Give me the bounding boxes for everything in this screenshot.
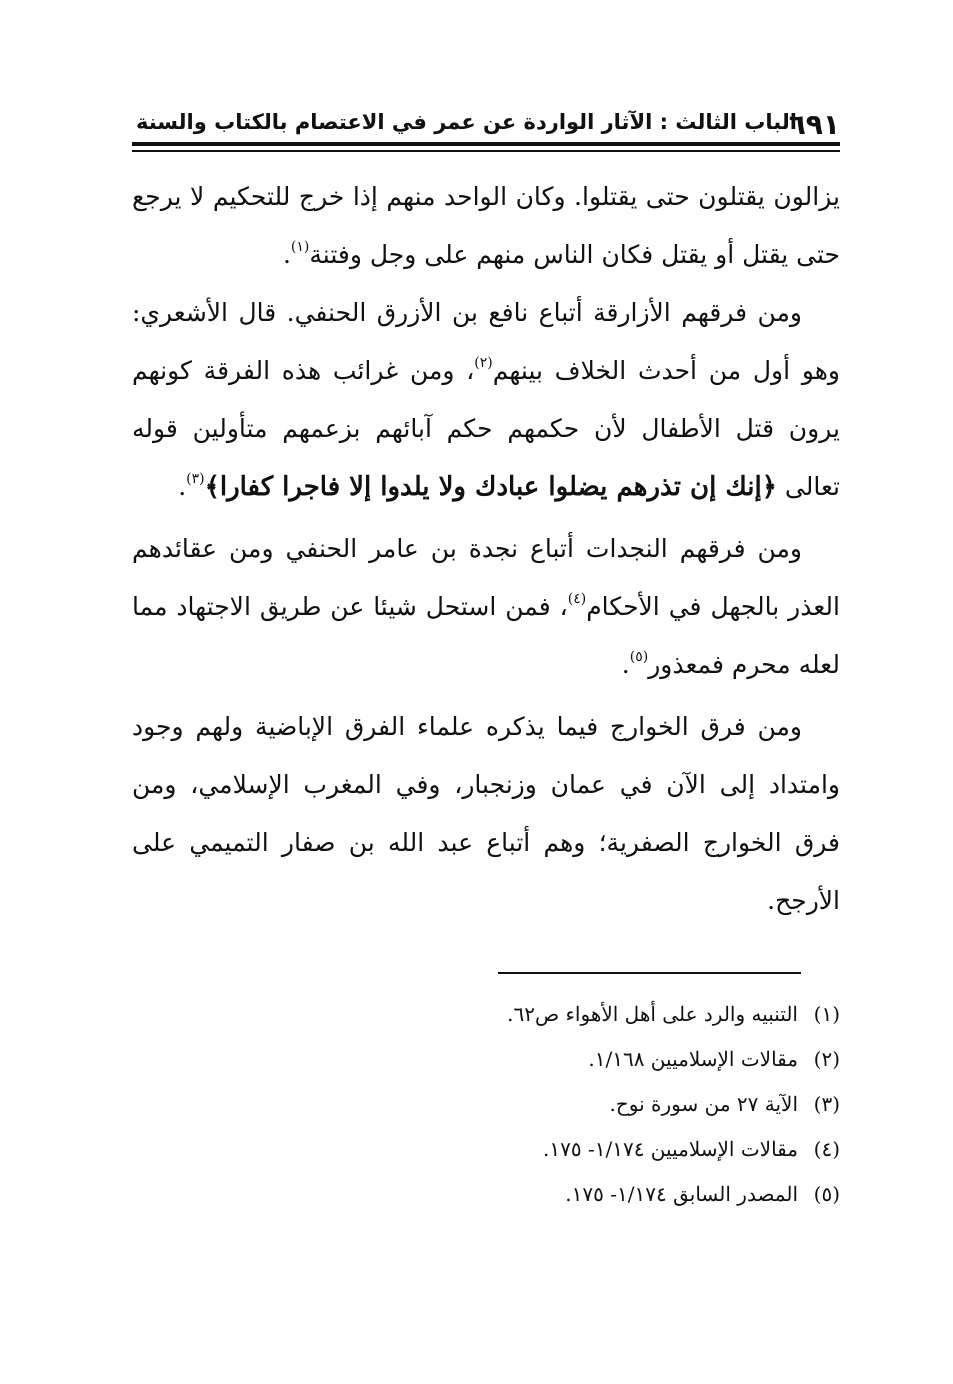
footnote-item (132, 1127, 840, 1172)
footnotes-list (132, 992, 840, 1217)
footnote-number: (٤) (813, 1137, 840, 1161)
paragraph-2-end: . (178, 472, 187, 501)
footnote-ref-3[interactable]: (٣) (186, 471, 205, 487)
footnote-text: مقالات الإسلاميين ١/١٧٤- ١٧٥. (543, 1137, 798, 1161)
paragraph-1 (132, 168, 840, 284)
footnote-ref-2[interactable]: (٢) (474, 355, 493, 371)
footnote-text: مقالات الإسلاميين ١/١٦٨. (588, 1047, 798, 1071)
page-header (132, 102, 840, 141)
footnote-text: الآية ٢٧ من سورة نوح. (609, 1092, 798, 1116)
paragraph-3-text-a: ومن فرقهم النجدات أتباع نجدة بن عامر الحنفي ومن عقائدهم العذر بالجهل في الأحكام (132, 534, 840, 621)
footnote-text: التنبيه والرد على أهل الأهواء ص٦٢. (507, 1002, 798, 1026)
main-text (132, 168, 840, 930)
footnote-item (132, 1082, 840, 1127)
paragraph-3 (132, 520, 840, 694)
footnote-item (132, 1172, 840, 1217)
paragraph-4-text: ومن فرق الخوارج فيما يذكره علماء الفرق الإباضية ولهم وجود وامتداد إلى الآن في عمان وزنجبار، وفي المغرب الإسلامي، ومن فرق الخوارج الصفرية؛ وهم أتباع عبد الله بن صفار التميمي على الأرجح. (132, 712, 840, 915)
footnote-ref-1[interactable]: (١) (290, 239, 310, 255)
paragraph-1-end: . (282, 240, 291, 269)
page-number: ٦٩١ (788, 108, 840, 141)
footnote-number: (٢) (813, 1047, 840, 1071)
paragraph-2-text-b: ، ومن غرائب هذه الفرقة كونهم يرون قتل الأطفال لأن حكمهم حكم آبائهم بزعمهم متأولين قوله تعالى (132, 356, 840, 501)
footnote-ref-5[interactable]: (٥) (629, 649, 649, 665)
footnote-number: (٥) (813, 1182, 840, 1206)
header-rule-thin (132, 150, 840, 152)
footnote-item (132, 992, 840, 1037)
paragraph-3-text-b: ، فمن استحل شيئا عن طريق الاجتهاد مما لعله محرم فمعذور (132, 592, 840, 679)
footnote-text: المصدر السابق ١/١٧٤- ١٧٥. (565, 1182, 798, 1206)
running-title: الباب الثالث : الآثار الواردة عن عمر في الاعتصام بالكتاب والسنة (136, 110, 797, 134)
quran-verse: ﴿إنك إن تذرهم يضلوا عبادك ولا يلدوا إلا فاجرا كفارا﴾ (204, 472, 777, 502)
footnote-ref-4[interactable]: (٤) (567, 591, 587, 607)
paragraph-2 (132, 284, 840, 516)
footnote-item (132, 1037, 840, 1082)
paragraph-4 (132, 698, 840, 930)
footnote-number: (١) (813, 1002, 840, 1026)
footnote-number: (٣) (813, 1092, 840, 1116)
paragraph-3-end: . (621, 650, 630, 679)
header-rule-thick (132, 142, 840, 146)
paragraph-1-text: يزالون يقتلون حتى يقتلوا. وكان الواحد منهم إذا خرج للتحكيم لا يرجع حتى يقتل أو يقتل فكان الناس منهم على وجل وفتنة (132, 182, 840, 269)
footnote-separator (498, 972, 801, 974)
paragraph-2-text-a: ومن فرقهم الأزارقة أتباع نافع بن الأزرق الحنفي. قال الأشعري: وهو أول من أحدث الخلاف بينهم (132, 298, 840, 385)
